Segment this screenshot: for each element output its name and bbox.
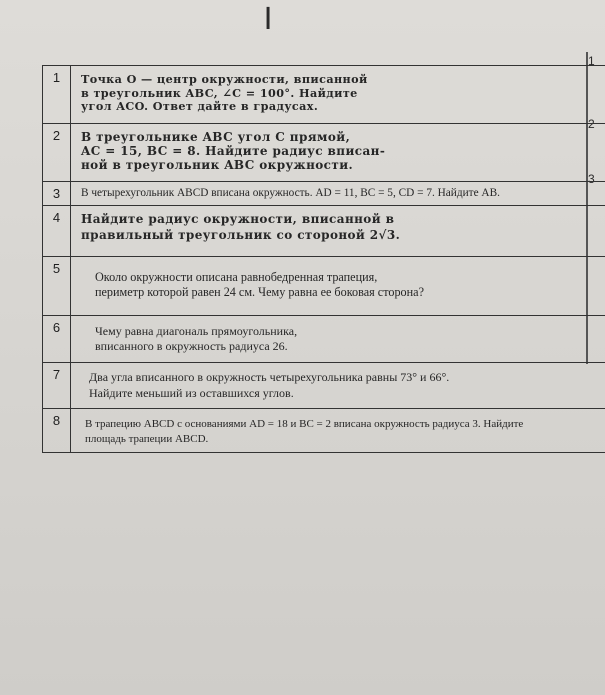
task-text: Два угла вписанного в окружность четырехугольника равны 73° и 66°. Найдите меньший из оставшихся углов. (89, 370, 450, 400)
task-number: 8 (43, 409, 71, 452)
table-row (43, 363, 605, 409)
adjacent-number-3: 3 (588, 172, 595, 186)
table-row (43, 257, 605, 316)
task-number: 2 (43, 124, 71, 181)
task-text: Около окружности описана равнобедренная трапеция, периметр которой равен 24 см. Чему равна ее боковая сторона? (95, 270, 424, 299)
table-row (43, 66, 605, 124)
task-number: 6 (43, 316, 71, 362)
tasks-table (42, 65, 605, 453)
table-row (43, 316, 605, 363)
table-row (43, 409, 605, 453)
task-number: 4 (43, 206, 71, 256)
table-row (43, 206, 605, 257)
task-number: 7 (43, 363, 71, 408)
adjacent-number-2: 2 (588, 117, 595, 131)
table-row (43, 182, 605, 206)
task-number: 3 (43, 182, 71, 205)
adjacent-number-1: 1 (588, 54, 595, 68)
task-text: В треугольнике ABC угол C прямой, AC = 15, BC = 8. Найдите радиус вписан- ной в треугольник ABC окружности. (81, 130, 386, 172)
task-text: Найдите радиус окружности, вписанной в правильный треугольник со стороной 2√3. (81, 212, 401, 242)
task-text: В трапецию ABCD с основаниями AD = 18 и BC = 2 вписана окружность радиуса 3. Найдите площадь трапеции ABCD. (85, 418, 524, 445)
table-row (43, 124, 605, 182)
task-text: Чему равна диагональ прямоугольника, вписанного в окружность радиуса 26. (95, 324, 298, 353)
task-number: 5 (43, 257, 71, 315)
task-number: 1 (43, 66, 71, 123)
task-text: Точка O — центр окружности, вписанной в треугольник ABC, ∠C = 100°. Найдите угол ACO. Ответ дайте в градусах. (81, 72, 368, 113)
task-text: В четырехугольник ABCD вписана окружность. AD = 11, BC = 5, CD = 7. Найдите AB. (81, 187, 500, 199)
variant-heading: I (263, 2, 273, 37)
